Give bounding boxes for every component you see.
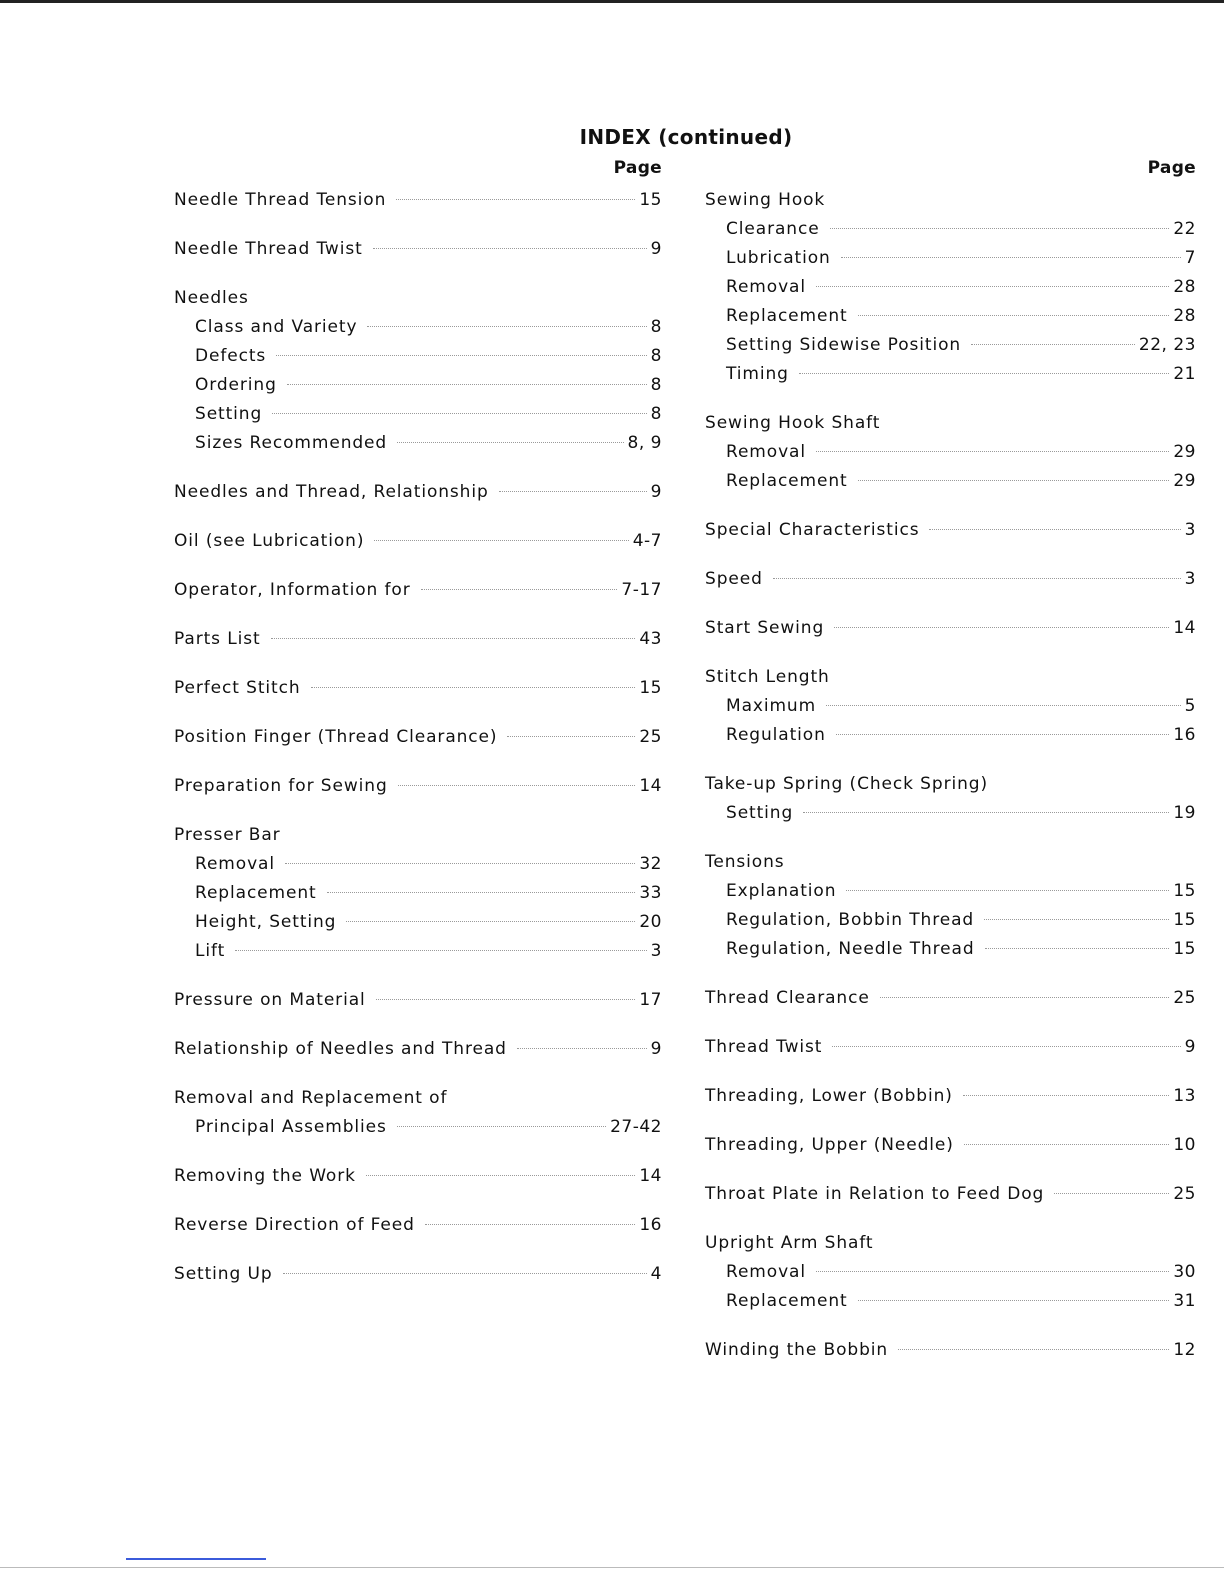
dot-leader: [397, 1126, 606, 1127]
page-number: 8: [650, 404, 662, 424]
index-subentry: [174, 850, 662, 879]
dot-leader: [327, 892, 636, 893]
dot-leader: [1054, 1193, 1169, 1194]
page-number: 15: [1173, 910, 1196, 930]
entry-label: Regulation: [726, 725, 826, 745]
page-number: 29: [1173, 442, 1196, 462]
index-subentry: [705, 877, 1196, 906]
page-number: 25: [639, 727, 662, 747]
dot-leader: [346, 921, 635, 922]
index-entry: [705, 1131, 1196, 1160]
entry-label: Replacement: [195, 883, 317, 903]
bottom-border-rule: [0, 1567, 1224, 1568]
dot-leader: [858, 1300, 1170, 1301]
index-entry-group: [705, 984, 1196, 1013]
page-number: 9: [1184, 1037, 1196, 1057]
entry-label: Pressure on Material: [174, 990, 366, 1010]
dot-leader: [971, 344, 1135, 345]
dot-leader: [841, 257, 1181, 258]
index-entry-group: [705, 1336, 1196, 1365]
page-column-header: Page: [613, 158, 662, 178]
entry-label: Explanation: [726, 881, 837, 901]
dot-leader: [367, 326, 646, 327]
index-entry-group: [174, 235, 662, 264]
dot-leader: [397, 442, 623, 443]
entry-label: Reverse Direction of Feed: [174, 1215, 415, 1235]
index-heading: Take-up Spring (Check Spring): [705, 774, 988, 794]
index-entry: [705, 984, 1196, 1013]
page-number: 16: [639, 1215, 662, 1235]
entry-label: Removal: [726, 277, 806, 297]
index-subentry: [705, 360, 1196, 389]
index-entry-group: [174, 1162, 662, 1191]
entry-label: Replacement: [726, 306, 848, 326]
page-number: 3: [1184, 520, 1196, 540]
page-number: 7-17: [621, 580, 662, 600]
page-number: 22, 23: [1138, 335, 1196, 355]
dot-leader: [366, 1175, 635, 1176]
page-number: 31: [1173, 1291, 1196, 1311]
dot-leader: [421, 589, 618, 590]
index-entry-group: [705, 1229, 1196, 1316]
entry-label: Timing: [726, 364, 789, 384]
dot-leader: [834, 627, 1169, 628]
page-number: 15: [1173, 939, 1196, 959]
entry-label: Removal: [195, 854, 275, 874]
index-entry: [174, 576, 662, 605]
index-entry-group: [174, 772, 662, 801]
index-entry-group: [705, 663, 1196, 750]
page-number: 21: [1173, 364, 1196, 384]
entry-label: Needle Thread Tension: [174, 190, 387, 210]
index-entry-group: [174, 821, 662, 966]
index-subentry: [174, 371, 662, 400]
index-entry: [705, 1082, 1196, 1111]
dot-leader: [836, 734, 1170, 735]
index-subentry: [705, 302, 1196, 331]
dot-leader: [816, 286, 1169, 287]
entry-label: Setting Up: [174, 1264, 273, 1284]
index-entry-group: [174, 1260, 662, 1289]
page-number: 28: [1173, 277, 1196, 297]
entry-label: Setting: [726, 803, 794, 823]
page-column-header: Page: [1147, 158, 1196, 178]
index-heading: Tensions: [705, 852, 785, 872]
index-entry-group: [705, 1033, 1196, 1062]
index-subentry: [174, 879, 662, 908]
page-number: 13: [1173, 1086, 1196, 1106]
index-entry-group: [174, 674, 662, 703]
index-entry: [174, 527, 662, 556]
index-subentry: [705, 438, 1196, 467]
entry-label: Special Characteristics: [705, 520, 920, 540]
page-number: 9: [650, 482, 662, 502]
entry-label: Operator, Information for: [174, 580, 411, 600]
index-entry: [174, 186, 662, 215]
page-number: 25: [1173, 1184, 1196, 1204]
index-subentry: [705, 906, 1196, 935]
index-entry-group: [705, 1082, 1196, 1111]
dot-leader: [929, 529, 1180, 530]
entry-label: Needles and Thread, Relationship: [174, 482, 489, 502]
page-number: 29: [1173, 471, 1196, 491]
entry-label: Lift: [195, 941, 226, 961]
page-number: 4-7: [632, 531, 662, 551]
entry-label: Position Finger (Thread Clearance): [174, 727, 498, 747]
index-entry-group: [174, 986, 662, 1015]
page-number: 9: [650, 239, 662, 259]
entry-label: Lubrication: [726, 248, 831, 268]
dot-leader: [858, 315, 1170, 316]
page-number: 10: [1173, 1135, 1196, 1155]
index-entry: [705, 565, 1196, 594]
index-entry-group: [705, 565, 1196, 594]
index-subentry: [705, 721, 1196, 750]
page-number: 27-42: [610, 1117, 662, 1137]
index-subentry: [705, 244, 1196, 273]
entry-label: Throat Plate in Relation to Feed Dog: [705, 1184, 1045, 1204]
entry-label: Thread Clearance: [705, 988, 870, 1008]
dot-leader: [271, 638, 636, 639]
index-heading: Needles: [174, 288, 249, 308]
index-heading: Presser Bar: [174, 825, 281, 845]
entry-label: Height, Setting: [195, 912, 337, 932]
index-subentry: [705, 799, 1196, 828]
entry-label: Needle Thread Twist: [174, 239, 363, 259]
dot-leader: [287, 384, 647, 385]
index-heading: Sewing Hook: [705, 190, 826, 210]
index-entry: [174, 1162, 662, 1191]
index-heading: Removal and Replacement of: [174, 1088, 448, 1108]
entry-label: Sizes Recommended: [195, 433, 388, 453]
entry-label: Parts List: [174, 629, 261, 649]
index-entry: [705, 516, 1196, 545]
index-entry: [705, 614, 1196, 643]
page-number: 8: [650, 317, 662, 337]
index-entry-group: [705, 770, 1196, 828]
index-subentry: [174, 1113, 662, 1142]
index-entry: [174, 1035, 662, 1064]
index-entry-list: [174, 186, 662, 1289]
dot-leader: [272, 413, 647, 414]
index-subentry: [705, 273, 1196, 302]
dot-leader: [425, 1224, 636, 1225]
dot-leader: [398, 785, 636, 786]
index-entry-group: [705, 1180, 1196, 1209]
dot-leader: [830, 228, 1170, 229]
page-number: 3: [650, 941, 662, 961]
dot-leader: [963, 1095, 1170, 1096]
page-number: 14: [1173, 618, 1196, 638]
index-heading: Sewing Hook Shaft: [705, 413, 881, 433]
index-entry-group: [174, 186, 662, 215]
dot-leader: [880, 997, 1170, 998]
entry-label: Principal Assemblies: [195, 1117, 387, 1137]
index-entry: [174, 625, 662, 654]
page-number: 22: [1173, 219, 1196, 239]
page-number: 28: [1173, 306, 1196, 326]
index-entry: [174, 772, 662, 801]
page-number: 8, 9: [627, 433, 662, 453]
index-entry-group: [705, 409, 1196, 496]
index-subentry: [705, 331, 1196, 360]
dot-leader: [803, 812, 1169, 813]
dot-leader: [898, 1349, 1169, 1350]
index-entry: [174, 674, 662, 703]
page-number: 15: [639, 678, 662, 698]
index-subentry: [705, 215, 1196, 244]
dot-leader: [773, 578, 1181, 579]
index-entry-group: [174, 284, 662, 458]
dot-leader: [799, 373, 1170, 374]
page-number: 4: [650, 1264, 662, 1284]
entry-label: Ordering: [195, 375, 277, 395]
dot-leader: [276, 355, 647, 356]
entry-label: Removal: [726, 1262, 806, 1282]
dot-leader: [964, 1144, 1170, 1145]
index-entry-group: [705, 848, 1196, 964]
index-entry: [174, 235, 662, 264]
index-entry: [705, 1336, 1196, 1365]
index-subentry: [705, 467, 1196, 496]
dot-leader: [499, 491, 647, 492]
entry-label: Start Sewing: [705, 618, 825, 638]
page-number: 15: [639, 190, 662, 210]
index-subentry: [705, 1287, 1196, 1316]
index-heading: Upright Arm Shaft: [705, 1233, 874, 1253]
dot-leader: [283, 1273, 647, 1274]
index-entry-group: [705, 516, 1196, 545]
page-number: 25: [1173, 988, 1196, 1008]
index-subentry: [174, 908, 662, 937]
index-entry-group: [174, 1211, 662, 1240]
index-entry: [705, 1033, 1196, 1062]
index-entry-group: [174, 1035, 662, 1064]
index-entry: [705, 1180, 1196, 1209]
index-entry: [174, 723, 662, 752]
dot-leader: [311, 687, 636, 688]
index-entry-group: [174, 1084, 662, 1142]
page-number: 3: [1184, 569, 1196, 589]
entry-label: Replacement: [726, 1291, 848, 1311]
page-number: 15: [1173, 881, 1196, 901]
dot-leader: [816, 451, 1169, 452]
index-column-left: [174, 158, 662, 1309]
entry-label: Winding the Bobbin: [705, 1340, 889, 1360]
index-entry-list: [705, 186, 1196, 1365]
dot-leader: [858, 480, 1170, 481]
entry-label: Setting Sidewise Position: [726, 335, 962, 355]
entry-label: Replacement: [726, 471, 848, 491]
dot-leader: [816, 1271, 1169, 1272]
page-number: 17: [639, 990, 662, 1010]
index-subentry: [705, 692, 1196, 721]
entry-label: Threading, Lower (Bobbin): [705, 1086, 953, 1106]
entry-label: Perfect Stitch: [174, 678, 301, 698]
entry-label: Setting: [195, 404, 263, 424]
dot-leader: [396, 199, 635, 200]
index-entry: [174, 478, 662, 507]
index-subentry: [174, 313, 662, 342]
dot-leader: [517, 1048, 647, 1049]
page-title: INDEX (continued): [579, 125, 793, 150]
index-subentry: [174, 400, 662, 429]
entry-label: Oil (see Lubrication): [174, 531, 365, 551]
entry-label: Threading, Upper (Needle): [705, 1135, 954, 1155]
index-subentry: [705, 1258, 1196, 1287]
index-entry-group: [705, 1131, 1196, 1160]
page-number: 14: [639, 1166, 662, 1186]
entry-label: Relationship of Needles and Thread: [174, 1039, 507, 1059]
page-number: 32: [639, 854, 662, 874]
dot-leader: [826, 705, 1181, 706]
index-subentry: [705, 935, 1196, 964]
index-entry-group: [705, 614, 1196, 643]
dot-leader: [984, 919, 1169, 920]
index-heading: Stitch Length: [705, 667, 830, 687]
index-entry-group: [174, 723, 662, 752]
entry-label: Preparation for Sewing: [174, 776, 388, 796]
index-entry-group: [174, 527, 662, 556]
entry-label: Speed: [705, 569, 763, 589]
index-entry: [174, 1211, 662, 1240]
entry-label: Removing the Work: [174, 1166, 356, 1186]
index-subentry: [174, 342, 662, 371]
index-subentry: [174, 429, 662, 458]
entry-label: Thread Twist: [705, 1037, 823, 1057]
dot-leader: [832, 1046, 1180, 1047]
dot-leader: [376, 999, 636, 1000]
bottom-blue-mark: [126, 1558, 266, 1560]
page-number: 33: [639, 883, 662, 903]
dot-leader: [507, 736, 635, 737]
page-number: 8: [650, 375, 662, 395]
entry-label: Defects: [195, 346, 267, 366]
page-number: 12: [1173, 1340, 1196, 1360]
page-number: 30: [1173, 1262, 1196, 1282]
page-number: 16: [1173, 725, 1196, 745]
index-entry-group: [705, 186, 1196, 389]
page-number: 8: [650, 346, 662, 366]
dot-leader: [235, 950, 647, 951]
entry-label: Class and Variety: [195, 317, 358, 337]
entry-label: Regulation, Bobbin Thread: [726, 910, 975, 930]
dot-leader: [846, 890, 1169, 891]
entry-label: Clearance: [726, 219, 820, 239]
dot-leader: [374, 540, 628, 541]
index-entry: [174, 1260, 662, 1289]
index-subentry: [174, 937, 662, 966]
page-number: 14: [639, 776, 662, 796]
page-number: 9: [650, 1039, 662, 1059]
top-border-rule: [0, 0, 1224, 3]
index-entry: [174, 986, 662, 1015]
entry-label: Maximum: [726, 696, 817, 716]
page-number: 5: [1184, 696, 1196, 716]
index-entry-group: [174, 576, 662, 605]
dot-leader: [373, 248, 647, 249]
index-column-right: [705, 158, 1196, 1385]
page-number: 19: [1173, 803, 1196, 823]
page-number: 20: [639, 912, 662, 932]
dot-leader: [285, 863, 635, 864]
page-number: 43: [639, 629, 662, 649]
entry-label: Regulation, Needle Thread: [726, 939, 975, 959]
page-number: 7: [1184, 248, 1196, 268]
index-entry-group: [174, 625, 662, 654]
entry-label: Removal: [726, 442, 806, 462]
index-entry-group: [174, 478, 662, 507]
dot-leader: [985, 948, 1170, 949]
